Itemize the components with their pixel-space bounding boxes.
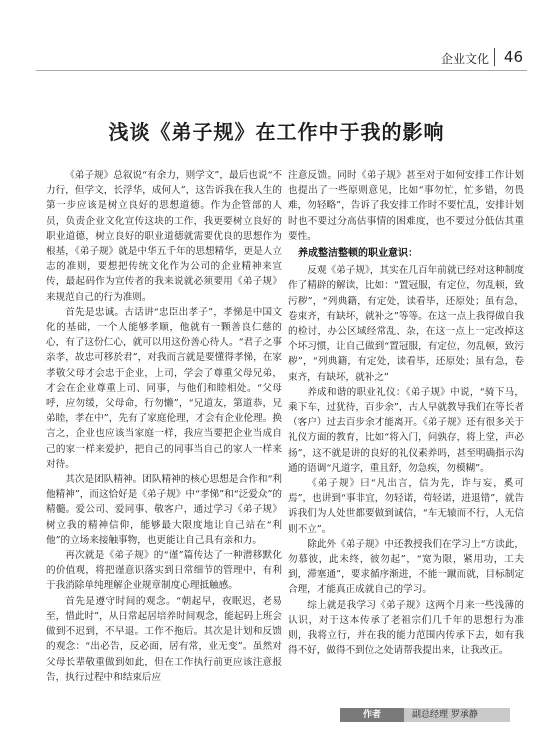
section-heading: 养成整洁整顿的职业意识： [298, 248, 418, 260]
header-rule [36, 70, 527, 71]
paragraph: 其次是团队精神。团队精神的核心思想是合作和“利他精神”，而这恰好是《弟子规》中“孝悌”和“泛爱众”的精髓。爱公司、爱同事、敬客户，通过学习《弟子规》树立我的精神信仰，能够最大限度地让自己站在“利他”的立场来接触事物，也更能让自己具有亲和力。 [46, 474, 282, 546]
paragraph: 再次就是《弟子规》的“谨”篇传达了一种潜移默化的价值观，将把谨意识落实到日常细节的管理中，有利于我消除单纯理解企业规章制度心理抵触感。 [46, 550, 282, 592]
paragraph: 除此外《弟子规》中还教授我们在学习上“方读此，勿慕彼，此未终，彼勿起”，“宽为限，紧用功，工夫到，滞塞通”，要求循序渐进，不能一蹴而就，目标制定合理，才能真正成就自己的学习。 [288, 538, 524, 596]
section-name: 企业文化 [440, 52, 489, 66]
paragraph: 反观《弟子规》，其实在几百年前就已经对这种制度作了精辟的解读，比如：“置冠服，有定位，勿乱顿，致污秽”，“列典籍，有定处，读看毕，还原处；虽有急，卷束齐，有缺坏，就补之”等等。在这一点上我得做自我的检讨，办公区域经常乱、杂，在这一点上一定改掉这个坏习惯，让自己做到“置冠服，有定位，勿乱顿，致污秽”，“列典籍，有定处，读看毕，还原处；虽有急，卷束齐，有缺坏，就补之” [288, 265, 524, 383]
article-title: 浅谈《弟子规》在工作中于我的影响 [108, 120, 445, 144]
paragraph: 《弟子规》曰“凡出言，信为先，诈与妄，奚可焉”，也讲到“事非宜，勿轻诺，苟轻诺，进退错”，就告诉我们为人处世都要做到诚信，“车无辕而不行，人无信则不立”。 [288, 478, 524, 535]
paragraph: 首先是遵守时间的观念。“朝起早，夜眠迟，老易至，惜此时”，从日常起居培养时间观念，能起码上班会做到不迟到，不早退。工作不拖后。其次是计划和反馈的观念：“出必告，反必面，居有常，业无变”。虽然对父母长辈敬重做到如此，但在工作执行前更应该注意报告，执行过程中和结束后应 [46, 595, 282, 683]
author-name: 副总经理 罗承静 [404, 708, 510, 722]
author-label: 作者 [340, 708, 404, 722]
right-column [288, 168, 524, 659]
page-number: 46 [503, 48, 523, 66]
paragraph: 注意反馈。同时《弟子规》甚至对于如何安排工作计划也提出了一些原则意见，比如“事勿忙，忙多错，勿畏难，勿轻略”，告诉了我安排工作时不要忙乱，安排计划时也不要过分高估事情的困难度，也不要过分低估其重要性。 [288, 170, 524, 242]
paragraph: 综上就是我学习《弟子规》这两个月来一些浅薄的认识，对于这本传承了老祖宗们几千年的思想行为准则，我将立行，并在我的能力范围内传承下去，如有我得不好，做得不到位之处请帮我提出来，让我改正。 [288, 599, 524, 657]
left-column [46, 168, 282, 685]
paragraph: 首先是忠诚。古话讲“忠臣出孝子”，孝悌是中国文化的基础，一个人能够孝顺，他就有一颗善良仁慈的心，有了这份仁心，就可以用这份善心待人。“君子之事亲孝，故忠可移於君”，对我而言就是要懂得孝悌，在家孝敬父母才会忠于企业，上司，学会了尊重父母兄弟，才会在企业尊重上司、同事，与他们和睦相处。“父母呼，应勿缓，父母命，行勿懒”，“兄道友，第道恭，兄弟睦，孝在中”，先有了家庭伦理，才会有企业伦理。换言之，企业也应该当家庭一样，我应当要把企业当成自己的家一样来爱护，把自己的同事当自己的家人一样来对待。 [46, 306, 282, 470]
header-divider [494, 48, 495, 66]
author-byline [340, 708, 510, 722]
paragraph: 《弟子规》总叙说“有余力，则学文”，最后也说“不力行，但学文，长浮华，成何人”，这告诉我在我人生的第一步应该是树立良好的思想道德。作为企管部的人员，负责企业文化宣传这块的工作，我更要树立良好的职业道德，树立良好的职业道德就需要优良的思想作为根基，《弟子规》就是中华五千年的思想精华，更是人立志的准则，要想把传统文化作为公司的企业精神来宣传，最起码作为宣传者的我来说就必须要用《弟子规》来规范自己的行为准则。 [46, 170, 282, 303]
page-header [0, 40, 553, 72]
paragraph: 养成和谐的职业礼仪：《弟子规》中说，“骑下马，乘下车，过犹待，百步余”，古人早就教导我们在等长者（客户）过去百步余才能离开。《弟子规》还有很多关于礼仪方面的教育，比如“将入门，问孰存，将上堂，声必扬”，这不就是讲的良好的礼仪素养吗，甚至明确指示沟通的语调“凡道字，重且舒，勿急疾，勿模糊”。 [288, 386, 524, 474]
